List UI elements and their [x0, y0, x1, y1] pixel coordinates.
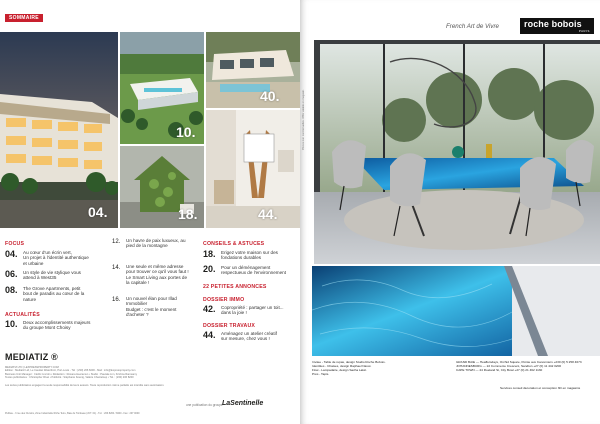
section-actualites: ACTUALITÉS: [5, 312, 40, 318]
brand-sub: PARIS: [578, 29, 590, 33]
toc-page-number: 04.: [5, 249, 18, 259]
toc-page-number: 20.: [203, 264, 216, 274]
toc-page-number: 14.: [112, 265, 121, 271]
group-line: une publication du groupe: [186, 403, 223, 407]
photo-aerial-residence: [120, 32, 204, 144]
photo-number: 04.: [88, 204, 108, 220]
toc-title: Aménagez un atelier créatif sur mesure, chez vous !: [221, 331, 277, 342]
toc-item[interactable]: [5, 286, 111, 302]
toc-title: Une seule et même adresse pour trouver ce qu'il vous faut ! Le Smart Living aux portes de la capitale !: [126, 264, 189, 286]
store-addresses: GRAND BAIE — Heaffersdays, Orchid Square, Pointe aux Canonniers +230 (0) 5 258 4673 JOHANNESBURG — 22 Commerce Crescent, Sandton +27 (0) 11 442 0200 CAPE TOWN — 44 Roeland St, City Bowl +27 (0) 21 462 1130: [456, 360, 582, 373]
toc-title: Pour un déménagement respectueux de l'environnement: [221, 265, 286, 276]
mediatiz-logo: MEDIATIZ ®: [5, 352, 58, 362]
photo-dining-room: [314, 40, 600, 264]
toc-page-number: 08.: [5, 285, 18, 295]
toc-page-number: 18.: [203, 249, 216, 259]
photo-green-house: [120, 146, 204, 228]
photo-number: 10.: [176, 124, 196, 140]
toc-item[interactable]: [5, 320, 111, 331]
product-caption: Invitee - Table de repas, design Studio Roche Bobois. Identities - Chaises, design Raphael Navot. Flow - Lampadaire, design Sacha Lakic. Prés - Tapis.: [312, 360, 386, 377]
brand-name: roche bobois: [524, 19, 582, 29]
photo-creative-atelier: [206, 110, 300, 228]
toc-item[interactable]: [203, 305, 299, 316]
toc-item[interactable]: [5, 270, 111, 281]
toc-title: The Grove Apartments, petit bout de paradis au cœur de la nature: [23, 286, 85, 302]
toc-page-number: 42.: [203, 304, 216, 314]
photo-modern-house: [206, 32, 300, 108]
toc-item[interactable]: [112, 296, 200, 318]
masthead-credits: MEDIATIZ LTD | LEXPRESSPROPERTY.COM Edition : Mediatiz Ltd, Le Caudan Waterfront, Port-Louis - Tél : (230) 206 8200 - Mail : info@lexpressproperty.com Business Unit Manager : Cédric Lincoln • Rédaction : Roxana Heeramun • Studio : Pascale Lim, Krishna Ramsamy Textes publicitaires : Christopher Rivet • Publicité : Stéphanie Koenig, Valérie Chanteloup • Tél. : (230) 206 8200: [5, 366, 137, 379]
section-conseils: CONSEILS & ASTUCES: [203, 241, 265, 247]
toc-title: Au cœur d'un écrin vert, Un projet à l'identité authentique et urbaine: [23, 250, 89, 266]
section-focus: FOCUS: [5, 241, 25, 247]
toc-item[interactable]: [112, 238, 200, 249]
toc-title: Copropriété : partager un toit... dans la joie !: [221, 305, 284, 316]
vertical-disclaimer: Photos non contractuelles. Offre valable en magasin.: [302, 89, 305, 150]
page-footer: Publiée - 3 rue des Oursins, Zone Industrielle Riche Terre, Baie du Tombeau (JCT. 01) - Tél. : 206 8200 / 8400 - Fax : 207 0000: [5, 412, 140, 415]
toc-page-number: 16.: [112, 297, 121, 303]
toc-item[interactable]: [203, 331, 299, 342]
photo-number: 40.: [260, 88, 280, 104]
service-line: Services conseil décoration et conception 3D en magasins: [500, 386, 581, 390]
brand-tagline: French Art de Vivre: [446, 23, 499, 30]
toc-page-number: 06.: [5, 269, 18, 279]
toc-page-number: 44.: [203, 330, 216, 340]
section-immo: DOSSIER IMMO: [203, 297, 245, 303]
toc-item[interactable]: [203, 265, 299, 276]
toc-item[interactable]: [203, 250, 299, 261]
section-travaux: DOSSIER TRAVAUX: [203, 323, 256, 329]
toc-item[interactable]: [112, 264, 200, 286]
toc-title: Un nouvel élan pour Illad Immobilier Budget : c'est le moment d'acheter ?: [126, 296, 177, 318]
section-annonces: 22 PETITES ANNONCES: [203, 284, 267, 290]
photo-number: 18.: [178, 206, 198, 222]
toc-item[interactable]: [5, 250, 111, 266]
toc-title: Un style de vie stylique vous attend à West35: [23, 270, 81, 281]
toc-page-number: 10.: [5, 319, 18, 329]
toc-title: Un havre de paix luxueux, au pied de la montagne: [126, 238, 186, 249]
roche-bobois-logo: [520, 18, 594, 34]
group-logo: LaSentinelle: [222, 400, 264, 407]
photo-number: 44.: [258, 206, 278, 222]
disclaimer: Les textes publicitaires engagent la seule responsabilité de leurs auteurs. Toute reproduction même partielle est interdite sans autorisation.: [5, 384, 165, 387]
toc-title: Deux accomplissements majeurs du groupe Mont Choisy: [23, 320, 91, 331]
photo-glass-detail: [312, 266, 600, 356]
toc-page-number: 12.: [112, 239, 121, 245]
photo-office-building: [0, 32, 118, 228]
sommaire-tag: SOMMAIRE: [5, 14, 43, 22]
toc-title: Erigez votre maison sur des fondations durables: [221, 250, 278, 261]
